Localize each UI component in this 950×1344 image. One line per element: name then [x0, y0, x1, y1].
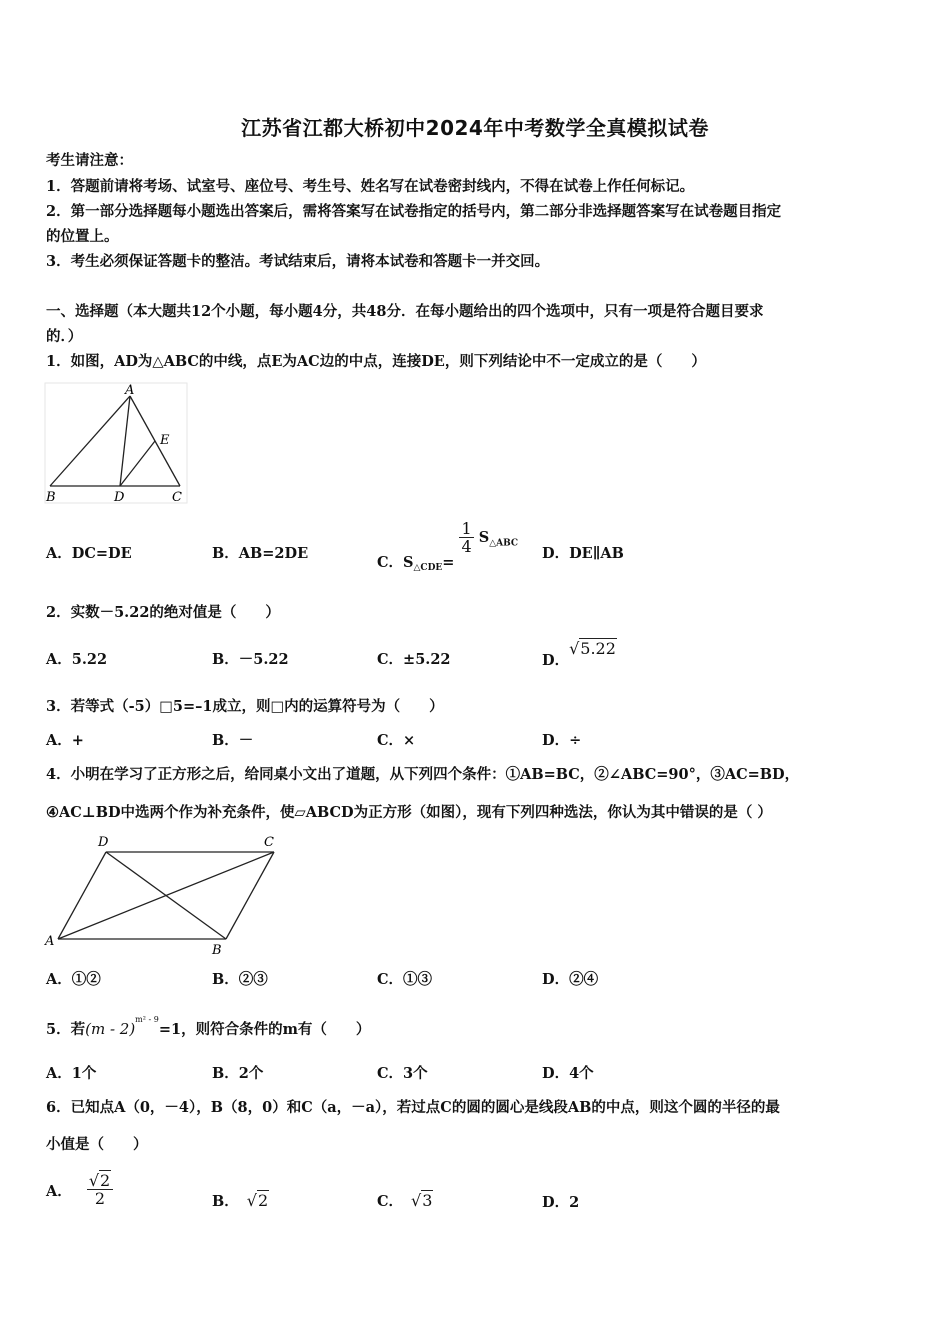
question-2-stem: 2．实数－5.22的绝对值是（ ）: [46, 604, 280, 621]
triangle-figure: [44, 382, 189, 507]
q2-option-d[interactable]: [542, 639, 617, 669]
q3-option-d[interactable]: D．÷: [542, 732, 582, 749]
notice-item-3: 3．考生必须保证答题卡的整洁。考试结束后，请将本试卷和答题卡一并交回。: [46, 253, 550, 270]
q3-option-a[interactable]: A．+: [46, 732, 84, 749]
q2-option-b[interactable]: B．－5.22: [212, 651, 289, 668]
q5-exponent: m² - 9: [135, 1015, 159, 1024]
q6-b-radicand: 2: [257, 1191, 269, 1210]
q5-option-b[interactable]: B．2个: [212, 1065, 264, 1082]
c-s2: S: [478, 528, 490, 546]
c-sub1: △CDE: [413, 563, 443, 574]
q2-d-label: D．: [542, 652, 570, 669]
q5-option-d[interactable]: D．4个: [542, 1065, 594, 1082]
q5-base: (m - 2): [85, 1019, 136, 1038]
sqrt-icon: √3: [411, 1191, 433, 1210]
question-5-stem: [46, 1017, 370, 1039]
page-title: 江苏省江都大桥初中2024年中考数学全真模拟试卷: [241, 116, 709, 140]
label-C: C: [264, 835, 274, 850]
q6-a-den: 2: [94, 1189, 106, 1208]
q1-option-b[interactable]: B．AB=2DE: [212, 545, 309, 562]
label-A: A: [125, 383, 135, 398]
q6-a-radicand: 2: [100, 1171, 111, 1190]
q6-option-c[interactable]: [377, 1192, 433, 1211]
c-s1: C．S: [377, 553, 414, 571]
q4-option-d[interactable]: D．②④: [542, 971, 599, 988]
question-1-stem: 1．如图，AD为△ABC的中线，点E为AC边的中点，连接DE，则下列结论中不一定成立的是（ ）: [46, 353, 706, 370]
sqrt-icon: √: [88, 1171, 100, 1190]
section-heading-cont: 的．）: [46, 328, 83, 345]
label-D: D: [98, 835, 109, 850]
question-4-stem: 4．小明在学习了正方形之后，给同桌小文出了道题，从下列四个条件：①AB=BC，②∠ABC=90°，③AC=BD，: [46, 766, 800, 783]
c-num: 1: [461, 519, 472, 538]
q6-b-label: B．: [212, 1193, 239, 1210]
parallelogram-figure: [44, 832, 284, 958]
label-B: B: [46, 490, 56, 505]
c-sub2: △ABC: [489, 538, 519, 549]
notice-item-2-cont: 的位置上。: [46, 228, 119, 245]
q5-prefix: 5．若: [46, 1020, 86, 1038]
q5-option-a[interactable]: A．1个: [46, 1065, 97, 1082]
question-6-stem: 6．已知点A（0，－4），B（8，0）和C（a，－a），若过点C的圆的圆心是线段AB的中点，则这个圆的半径的最: [46, 1099, 780, 1116]
label-C: C: [172, 490, 182, 505]
sqrt-icon: √5.22: [569, 639, 616, 658]
q6-option-d[interactable]: D．2: [542, 1194, 580, 1211]
q6-c-label: C．: [377, 1193, 404, 1210]
label-A: A: [45, 934, 55, 949]
notice-item-2: 2．第一部分选择题每小题选出答案后，需将答案写在试卷指定的括号内，第二部分非选择题答案写在试卷题目指定: [46, 203, 782, 220]
label-D: D: [114, 490, 125, 505]
notice-heading: 考生请注意：: [46, 152, 133, 169]
q2-option-a[interactable]: A．5.22: [46, 651, 108, 668]
question-3-stem: 3．若等式（-5）□5=–1成立，则□内的运算符号为（ ）: [46, 698, 444, 715]
q2-option-c[interactable]: C．±5.22: [377, 651, 451, 668]
label-B: B: [212, 943, 222, 958]
q6-option-a[interactable]: [46, 1172, 113, 1207]
q4-option-a[interactable]: A．①②: [46, 971, 101, 988]
c-den: 4: [461, 537, 472, 556]
q1-option-c[interactable]: [377, 519, 519, 574]
q6-c-radicand: 3: [422, 1191, 433, 1210]
q4-option-b[interactable]: B．②③: [212, 971, 268, 988]
q6-a-num: [87, 1172, 113, 1190]
section-heading: 一、选择题（本大题共12个小题，每小题4分，共48分．在每小题给出的四个选项中，只有一项是符合题目要求: [46, 303, 764, 320]
sqrt-icon: √2: [246, 1191, 269, 1210]
q5-suffix: =1，则符合条件的m有（ ）: [158, 1020, 371, 1038]
c-fraction: [459, 520, 473, 555]
c-eq: =: [442, 553, 455, 571]
question-4-stem-cont: ④AC⊥BD中选两个作为补充条件，使▱ABCD为正方形（如图），现有下列四种选法，你认为其中错误的是（ ）: [46, 804, 772, 821]
q2-d-radicand: 5.22: [580, 639, 616, 658]
q6-a-fraction: [87, 1172, 113, 1207]
notice-item-1: 1．答题前请将考场、试室号、座位号、考生号、姓名写在试卷密封线内，不得在试卷上作任何标记。: [46, 178, 695, 195]
q1-option-d[interactable]: D．DE∥AB: [542, 545, 624, 562]
q6-a-label: A．: [46, 1182, 72, 1200]
q3-option-b[interactable]: B．－: [212, 732, 254, 749]
label-E: E: [160, 433, 170, 448]
q3-option-c[interactable]: C．×: [377, 732, 416, 749]
q5-option-c[interactable]: C．3个: [377, 1065, 428, 1082]
q4-option-c[interactable]: C．①③: [377, 971, 433, 988]
q1-option-a[interactable]: A．DC=DE: [46, 545, 132, 562]
q6-option-b[interactable]: [212, 1192, 269, 1211]
question-6-stem-cont: 小值是（ ）: [46, 1136, 148, 1153]
